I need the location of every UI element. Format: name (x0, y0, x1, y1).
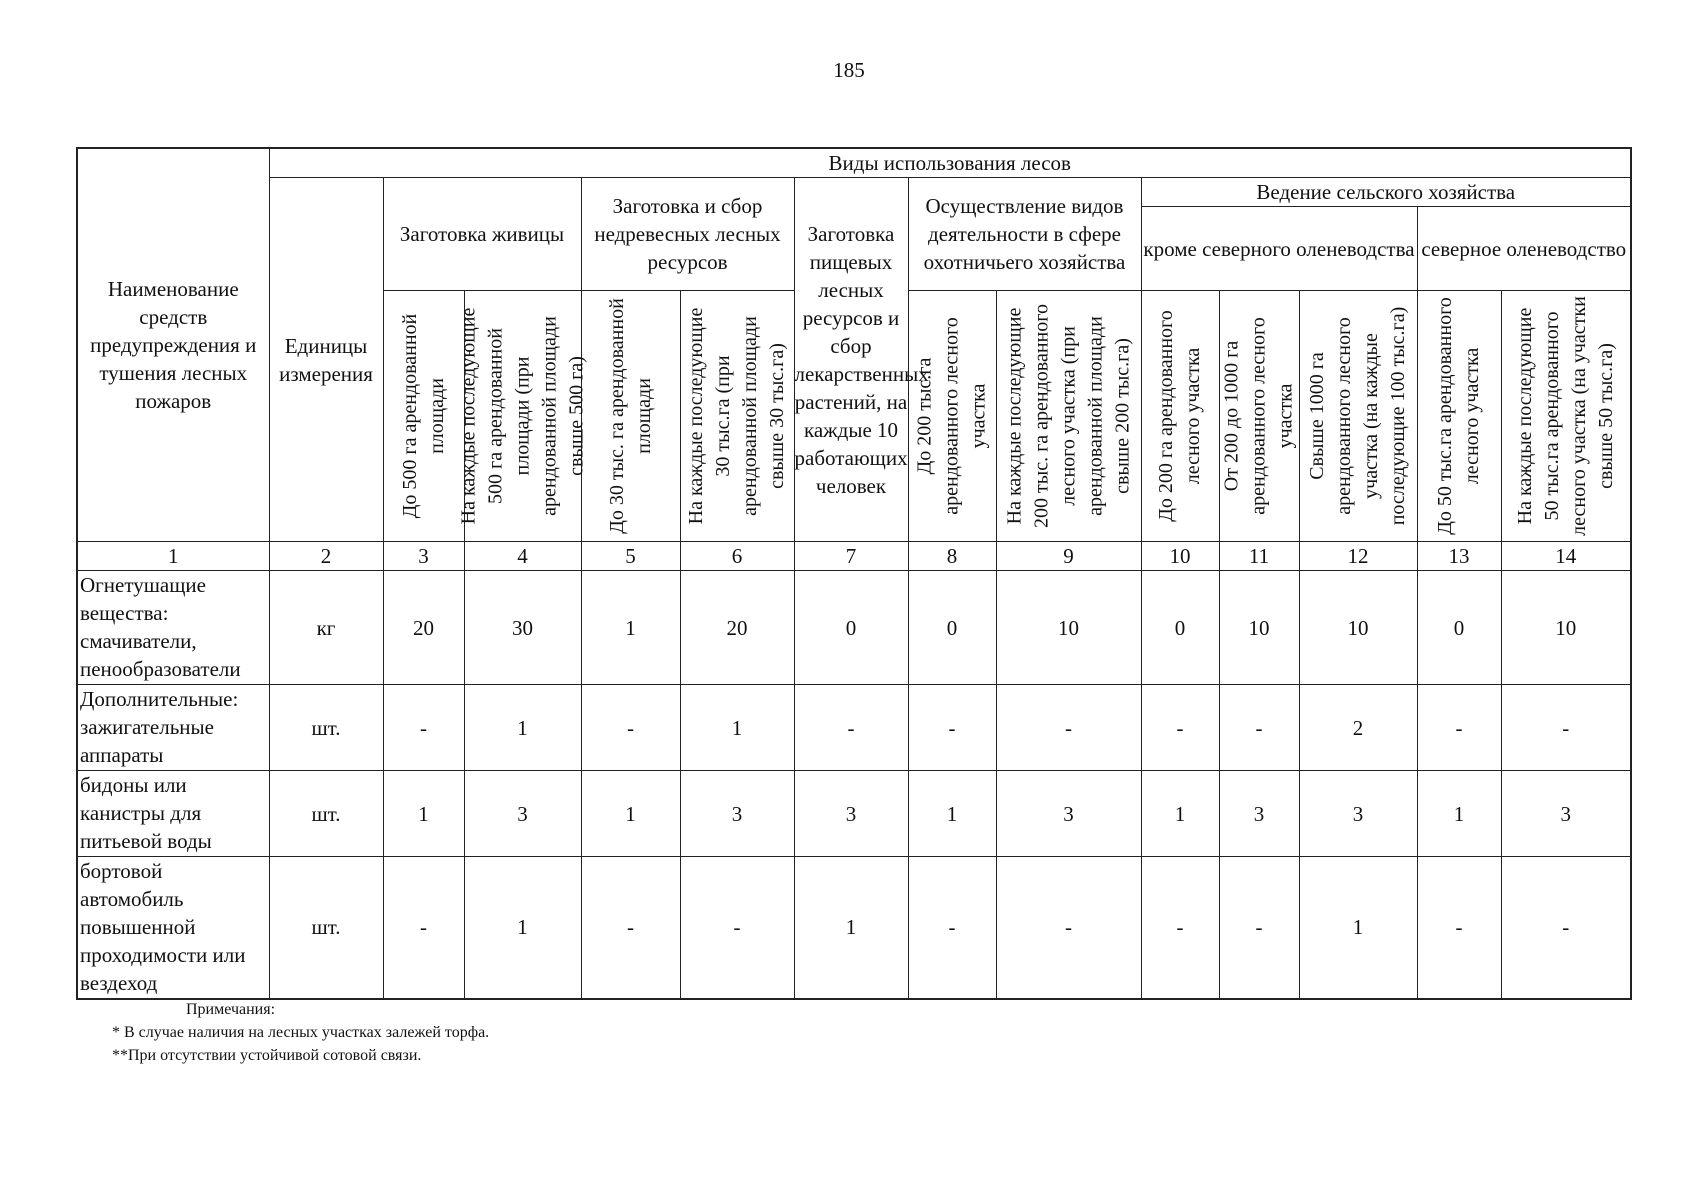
column-number: 14 (1501, 542, 1631, 571)
row-unit: шт. (269, 857, 383, 999)
table-cell: - (581, 685, 680, 771)
table-cell: 20 (680, 571, 794, 685)
header-nonwood: Заготовка и сбор недревесных лесных ресурсов (581, 178, 794, 291)
column-numbers-row (77, 542, 1631, 571)
table-cell: 3 (794, 771, 908, 857)
table-cell: 1 (794, 857, 908, 999)
table-cell: 2 (1299, 685, 1417, 771)
table-cell: 1 (581, 571, 680, 685)
table-cell: - (680, 857, 794, 999)
column-number: 6 (680, 542, 794, 571)
header-resin: Заготовка живицы (383, 178, 581, 291)
table-cell: 10 (996, 571, 1141, 685)
table-cell: 1 (1417, 771, 1501, 857)
table-cell: 3 (1219, 771, 1299, 857)
table-row (77, 571, 1631, 685)
row-unit: кг (269, 571, 383, 685)
table-cell: - (581, 857, 680, 999)
header-main-group: Виды использования лесов (269, 148, 1631, 178)
fire-equipment-table (76, 147, 1632, 1000)
table-cell: - (1417, 685, 1501, 771)
header-agriculture: Ведение сельского хозяйства (1141, 178, 1631, 207)
table-cell: - (996, 685, 1141, 771)
subheader-col3: До 500 га арендованной площади (383, 291, 464, 542)
subheader-col11: От 200 до 1000 га арендованного лесного участка (1219, 291, 1299, 542)
column-number: 7 (794, 542, 908, 571)
header-hunting: Осуществление видов деятельности в сфере охотничьего хозяйства (908, 178, 1141, 291)
notes (112, 998, 489, 1067)
subheader-col14: На каждые последующие 50 тыс.га арендованного лесного участка (на участки свыше 50 тыс.га) (1501, 291, 1631, 542)
column-number: 10 (1141, 542, 1219, 571)
column-number: 12 (1299, 542, 1417, 571)
column-number: 9 (996, 542, 1141, 571)
subheader-col12: Свыше 1000 га арендованного лесного участка (на каждые последующие 100 тыс.га) (1299, 291, 1417, 542)
subheader-col8: До 200 тыс.га арендованного лесного участка (908, 291, 996, 542)
column-number: 11 (1219, 542, 1299, 571)
table-cell: 30 (464, 571, 581, 685)
table-cell: 10 (1501, 571, 1631, 685)
table-cell: - (383, 857, 464, 999)
table-cell: 1 (1299, 857, 1417, 999)
table-cell: - (908, 685, 996, 771)
header-agri-except-north: кроме северного оленеводства (1141, 207, 1417, 291)
table-cell: 1 (908, 771, 996, 857)
table-cell: - (1219, 685, 1299, 771)
table-cell: 3 (1299, 771, 1417, 857)
column-number: 8 (908, 542, 996, 571)
table-cell: - (1501, 685, 1631, 771)
table-cell: - (794, 685, 908, 771)
header-food: Заготовка пищевых лесных ресурсов и сбор лекарственных растений, на каждые 10 работающих человек (794, 178, 908, 542)
table-row (77, 771, 1631, 857)
table-cell: 0 (908, 571, 996, 685)
table-cell: 3 (680, 771, 794, 857)
header-name: Наименование средств предупреждения и тушения лесных пожаров (77, 148, 269, 542)
table-cell: - (1141, 857, 1219, 999)
header-unit: Единицы измерения (269, 178, 383, 542)
column-number: 2 (269, 542, 383, 571)
row-name: бортовой автомобиль повышенной проходимости или вездеход (77, 857, 269, 999)
header-agri-north: северное оленеводство (1417, 207, 1631, 291)
table-cell: 3 (1501, 771, 1631, 857)
table-cell: 10 (1299, 571, 1417, 685)
table-cell: 1 (383, 771, 464, 857)
row-name: бидоны или канистры для питьевой воды (77, 771, 269, 857)
subheader-col5: До 30 тыс. га арендованной площади (581, 291, 680, 542)
table-cell: - (383, 685, 464, 771)
column-number: 4 (464, 542, 581, 571)
row-unit: шт. (269, 685, 383, 771)
note-cellular: **При отсутствии устойчивой сотовой связи. (112, 1047, 422, 1064)
table-cell: - (1417, 857, 1501, 999)
table-cell: - (908, 857, 996, 999)
notes-title: Примечания: (186, 1001, 276, 1018)
table-cell: - (1501, 857, 1631, 999)
table-row (77, 857, 1631, 999)
table-cell: 0 (1417, 571, 1501, 685)
subheader-col9: На каждые последующие 200 тыс. га арендованного лесного участка (при арендованной площади свыше 200 тыс.га) (996, 291, 1141, 542)
table-cell: - (996, 857, 1141, 999)
page-number: 185 (833, 58, 865, 82)
row-name: Дополнительные: зажигательные аппараты (77, 685, 269, 771)
table-row (77, 685, 1631, 771)
table-cell: 1 (680, 685, 794, 771)
table-cell: 3 (464, 771, 581, 857)
table-cell: 1 (1141, 771, 1219, 857)
table-cell: 20 (383, 571, 464, 685)
column-number: 3 (383, 542, 464, 571)
table-cell: 10 (1219, 571, 1299, 685)
column-number: 5 (581, 542, 680, 571)
subheader-col10: До 200 га арендованного лесного участка (1141, 291, 1219, 542)
table-cell: 1 (464, 857, 581, 999)
subheader-col13: До 50 тыс.га арендованного лесного участка (1417, 291, 1501, 542)
table-cell: - (1219, 857, 1299, 999)
row-unit: шт. (269, 771, 383, 857)
table-cell: 0 (1141, 571, 1219, 685)
table-cell: 0 (794, 571, 908, 685)
table-cell: 1 (581, 771, 680, 857)
note-peat: * В случае наличия на лесных участках залежей торфа. (112, 1024, 490, 1041)
column-number: 1 (77, 542, 269, 571)
row-name: Огнетушащие вещества: смачиватели, пенообразователи (77, 571, 269, 685)
table-cell: - (1141, 685, 1219, 771)
subheader-col4: На каждые последующие 500 га арендованной площади (при арендованной площади свыше 500 га) (464, 291, 581, 542)
table-cell: 1 (464, 685, 581, 771)
subheader-col6: На каждые последующие 30 тыс.га (при арендованной площади свыше 30 тыс.га) (680, 291, 794, 542)
table-cell: 3 (996, 771, 1141, 857)
column-number: 13 (1417, 542, 1501, 571)
